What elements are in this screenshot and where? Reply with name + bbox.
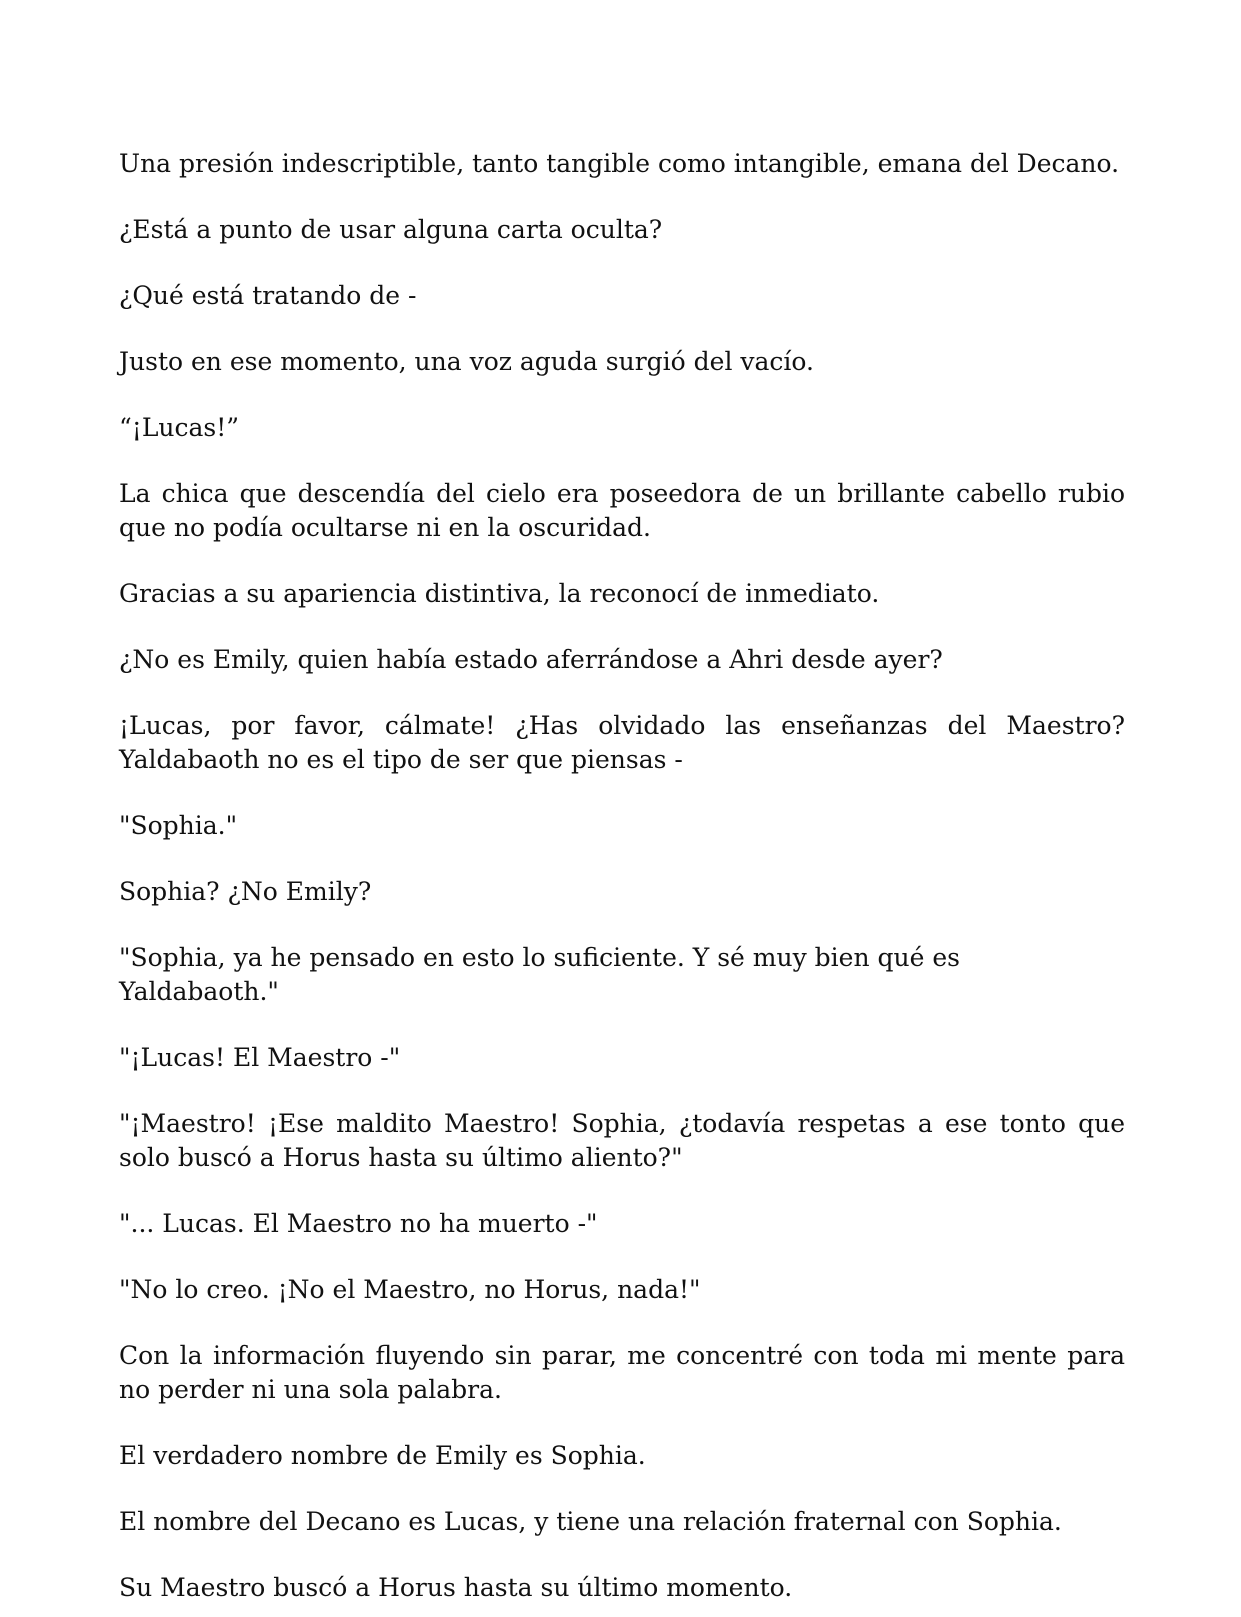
paragraph: ¡Lucas, por favor, cálmate! ¿Has olvidado las enseñanzas del Maestro? Yaldabaoth no es el tipo de ser que piensas -	[119, 711, 1125, 774]
text-column	[119, 147, 1125, 1617]
paragraph: Su Maestro buscó a Horus hasta su último momento.	[119, 1573, 793, 1602]
paragraph: "Sophia."	[119, 811, 238, 840]
paragraph: Una presión indescriptible, tanto tangible como intangible, emana del Decano.	[119, 149, 1120, 178]
paragraph: Sophia? ¿No Emily?	[119, 877, 372, 906]
paragraph: "¡Maestro! ¡Ese maldito Maestro! Sophia, ¿todavía respetas a ese tonto que solo buscó a Horus hasta su último aliento?"	[119, 1109, 1125, 1172]
paragraph: ¿Qué está tratando de -	[119, 281, 417, 310]
paragraph: "... Lucas. El Maestro no ha muerto -"	[119, 1209, 598, 1238]
paragraph: ¿Está a punto de usar alguna carta oculta?	[119, 215, 663, 244]
paragraph: Justo en ese momento, una voz aguda surgió del vacío.	[119, 347, 814, 376]
paragraph: Gracias a su apariencia distintiva, la reconocí de inmediato.	[119, 579, 880, 608]
paragraph: "Sophia, ya he pensado en esto lo suficiente. Y sé muy bien qué es Yaldabaoth."	[119, 943, 960, 1006]
paragraph: “¡Lucas!”	[119, 413, 240, 442]
paragraph: El verdadero nombre de Emily es Sophia.	[119, 1441, 646, 1470]
paragraph: ¿No es Emily, quien había estado aferrándose a Ahri desde ayer?	[119, 645, 943, 674]
paragraph: El nombre del Decano es Lucas, y tiene una relación fraternal con Sophia.	[119, 1507, 1062, 1536]
paragraph: La chica que descendía del cielo era poseedora de un brillante cabello rubio que no podía ocultarse ni en la oscuridad.	[119, 479, 1125, 542]
paragraph: "No lo creo. ¡No el Maestro, no Horus, nada!"	[119, 1275, 701, 1304]
paragraph: "¡Lucas! El Maestro -"	[119, 1043, 401, 1072]
paragraph: Con la información fluyendo sin parar, me concentré con toda mi mente para no perder ni una sola palabra.	[119, 1341, 1125, 1404]
